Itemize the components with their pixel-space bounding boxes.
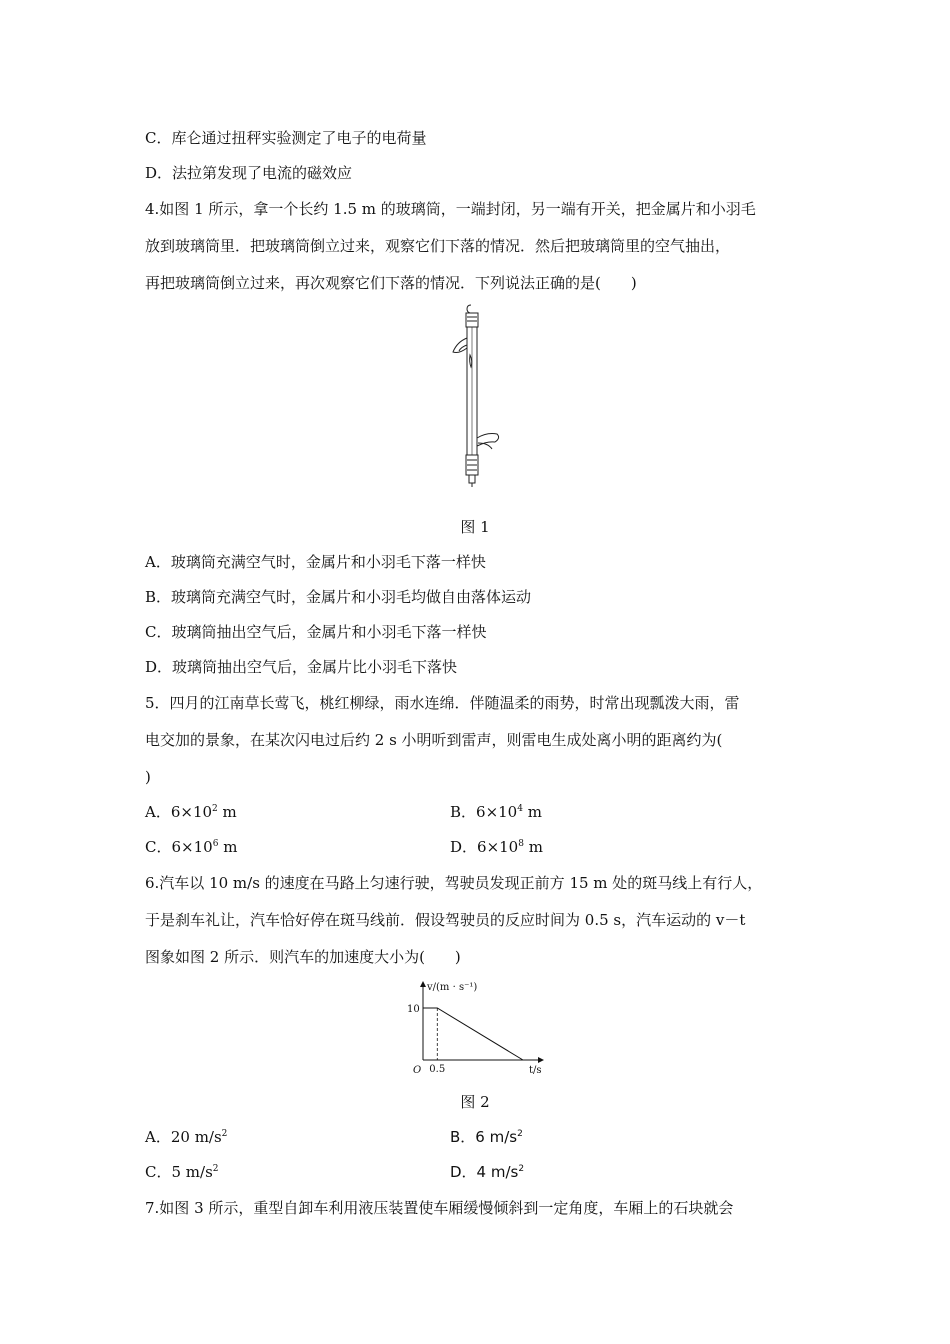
q5-option-c: C．$6\times 10^6$ m	[145, 838, 238, 856]
q5-stem-line3: )	[145, 768, 151, 786]
series-line	[423, 1008, 523, 1060]
q6-option-c: C．5 $m/s^2$	[145, 1163, 219, 1181]
q4-option-a: A．玻璃筒充满空气时，金属片和小羽毛下落一样快	[145, 553, 486, 571]
q5-option-b: B．$6\times 10^4$ m	[450, 803, 542, 821]
q6-stem-line1: 6.汽车以 10 m/s 的速度在马路上匀速行驶，驾驶员发现正前方 15 m 处的斑马线上有行人，	[145, 874, 763, 892]
q6-stem-line2: 于是刹车礼让，汽车恰好停在斑马线前．假设驾驶员的反应时间为 0.5 s，汽车运动的 v－t	[145, 911, 746, 929]
q5-option-d: D．$6\times 10^8$ m	[450, 838, 543, 856]
figure-2-caption: 图 2	[460, 1093, 490, 1111]
q4-option-b: B．玻璃筒充满空气时，金属片和小羽毛均做自由落体运动	[145, 588, 532, 606]
q4-stem-line1: 4.如图 1 所示，拿一个长约 1.5 m 的玻璃筒，一端封闭，另一端有开关，把金属片和小羽毛	[145, 200, 756, 218]
q7-stem-line1: 7.如图 3 所示，重型自卸车利用液压装置使车厢缓慢倾斜到一定角度，车厢上的石块就会	[145, 1199, 734, 1217]
x-tick-label: 0.5	[429, 1064, 446, 1075]
q5-stem-line1: 5．四月的江南草长莺飞，桃红柳绿，雨水连绵．伴随温柔的雨势，时常出现瓢泼大雨，雷	[145, 694, 740, 712]
q5-option-a: A．$6\times 10^2$ m	[145, 803, 237, 821]
q6-option-d: D．4 $m/s^2$	[450, 1163, 525, 1181]
figure-1-glass-tube	[440, 303, 510, 488]
y-axis-label: v/(m · s⁻¹)	[427, 982, 478, 993]
origin-label: O	[413, 1065, 422, 1076]
q4-stem-line2: 放到玻璃筒里．把玻璃筒倒立过来，观察它们下落的情况．然后把玻璃筒里的空气抽出，	[145, 237, 731, 255]
q4-stem-line3: 再把玻璃筒倒立过来，再次观察它们下落的情况．下列说法正确的是( )	[145, 274, 637, 292]
q3-option-d: D．法拉第发现了电流的磁效应	[145, 164, 353, 182]
q6-stem-line3: 图象如图 2 所示．则汽车的加速度大小为( )	[145, 948, 461, 966]
figure-1-caption: 图 1	[460, 518, 490, 536]
y-tick-label: 10	[407, 1004, 420, 1015]
q4-option-c: C．玻璃筒抽出空气后，金属片和小羽毛下落一样快	[145, 623, 487, 641]
q6-option-a: A．20 $m/s^2$	[145, 1128, 228, 1146]
q6-option-b: B．6 $m/s^2$	[450, 1128, 523, 1146]
figure-2-vt-chart	[395, 978, 555, 1078]
q3-option-c: C．库仑通过扭秤实验测定了电子的电荷量	[145, 129, 427, 147]
x-axis-label: t/s	[529, 1065, 542, 1076]
q5-stem-line2: 电交加的景象，在某次闪电过后约 2 s 小明听到雷声，则雷电生成处离小明的距离约为(	[145, 731, 723, 749]
q4-option-d: D．玻璃筒抽出空气后，金属片比小羽毛下落快	[145, 658, 458, 676]
